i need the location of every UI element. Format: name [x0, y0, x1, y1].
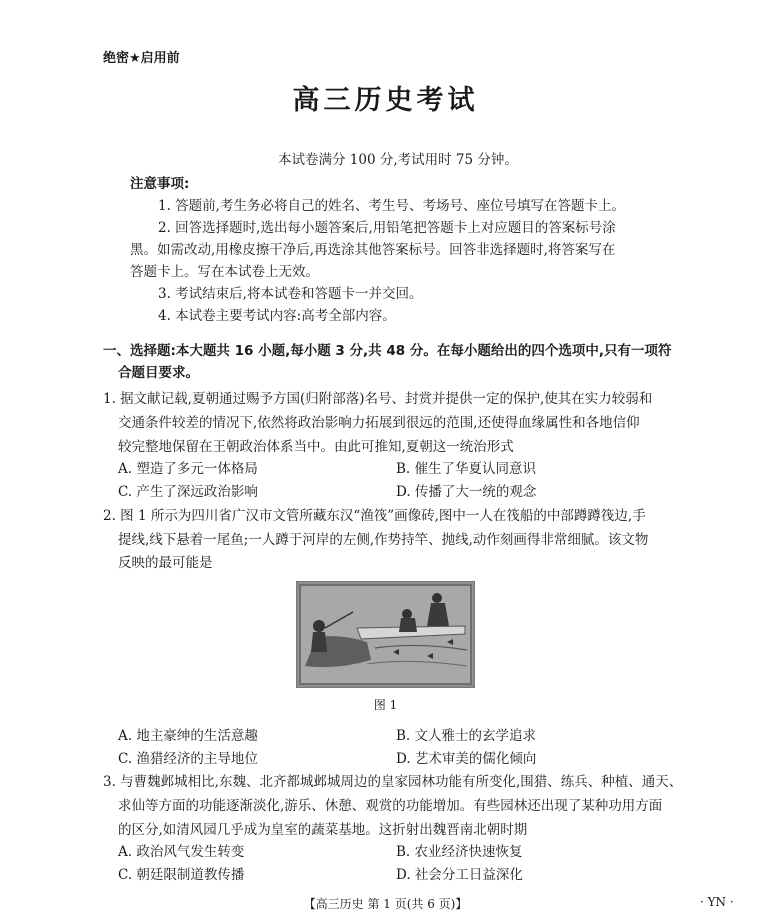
question-1-option-a[interactable]: A. 塑造了多元一体格局 [118, 461, 258, 477]
question-2-option-b[interactable]: B. 文人雅士的玄学追求 [396, 728, 537, 744]
question-2-text: 2. 图 1 所示为四川省广汉市文管所藏东汉“渔筏”画像砖,图中一人在筏船的中部蹲蹲筏边,手 [103, 508, 646, 524]
section-heading: 一、选择题:本大题共 16 小题,每小题 3 分,共 48 分。在每小题给出的四个选项中,只有一项符 [103, 343, 672, 359]
notes-line: 4. 本试卷主要考试内容:高考全部内容。 [158, 308, 396, 324]
section-heading-cont: 合题目要求。 [118, 365, 199, 381]
paper-code: · YN · [700, 895, 734, 909]
question-1-option-c[interactable]: C. 产生了深远政治影响 [118, 484, 258, 500]
question-2-text: 提线,线下悬着一尾鱼;一人蹲于河岸的左侧,作势持竿、抛线,动作刻画得非常细腻。该文物 [118, 532, 649, 548]
notes-line: 黑。如需改动,用橡皮擦干净后,再选涂其他答案标号。回答非选择题时,将答案写在 [130, 242, 616, 258]
question-3-option-b[interactable]: B. 农业经济快速恢复 [396, 844, 523, 860]
question-3-option-a[interactable]: A. 政治风气发生转变 [118, 844, 245, 860]
question-3-option-d[interactable]: D. 社会分工日益深化 [396, 867, 523, 883]
figure-caption: 图 1 [373, 698, 398, 712]
exam-title: 高三历史考试 [292, 85, 479, 116]
question-3-text: 求仙等方面的功能逐渐淡化,游乐、休憩、观赏的功能增加。有些园林还出现了某种功用方面 [118, 798, 663, 814]
page-footer: 【高三历史 第 1 页(共 6 页)】 [303, 897, 468, 911]
question-1-text: 交通条件较差的情况下,依然将政治影响力拓展到很远的范围,还使得血缘属性和各地信仰 [118, 415, 640, 431]
question-3-option-c[interactable]: C. 朝廷限制道教传播 [118, 867, 245, 883]
question-1-text: 较完整地保留在王朝政治体系当中。由此可推知,夏朝这一统治形式 [118, 439, 514, 455]
notes-line: 1. 答题前,考生务必将自己的姓名、考生号、考场号、座位号填写在答题卡上。 [158, 198, 625, 214]
question-3-text: 3. 与曹魏邺城相比,东魏、北齐都城邺城周边的皇家园林功能有所变化,围猎、练兵、种植、通天、 [103, 774, 683, 790]
confidential-label: 绝密★启用前 [103, 51, 180, 66]
notes-line: 3. 考试结束后,将本试卷和答题卡一并交回。 [158, 286, 423, 302]
question-1-option-b[interactable]: B. 催生了华夏认同意识 [396, 461, 537, 477]
question-2-option-c[interactable]: C. 渔猎经济的主导地位 [118, 751, 258, 767]
question-2-text: 反映的最可能是 [118, 555, 213, 571]
exam-subtitle: 本试卷满分 100 分,考试用时 75 分钟。 [278, 152, 518, 168]
notes-line: 答题卡上。写在本试卷上无效。 [130, 264, 319, 280]
question-1-text: 1. 据文献记载,夏朝通过赐予方国(归附部落)名号、封赏并提供一定的保护,使其在实力较弱和 [103, 391, 653, 407]
question-2-option-a[interactable]: A. 地主豪绅的生活意趣 [118, 728, 258, 744]
question-3-text: 的区分,如清风园几乎成为皇室的蔬菜基地。这折射出魏晋南北朝时期 [118, 822, 528, 838]
question-2-option-d[interactable]: D. 艺术审美的儒化倾向 [396, 751, 537, 767]
fishing-raft-brick-image [296, 581, 475, 688]
question-1-option-d[interactable]: D. 传播了大一统的观念 [396, 484, 537, 500]
notes-heading: 注意事项: [130, 176, 190, 192]
notes-line: 2. 回答选择题时,选出每小题答案后,用铅笔把答题卡上对应题目的答案标号涂 [158, 220, 616, 236]
